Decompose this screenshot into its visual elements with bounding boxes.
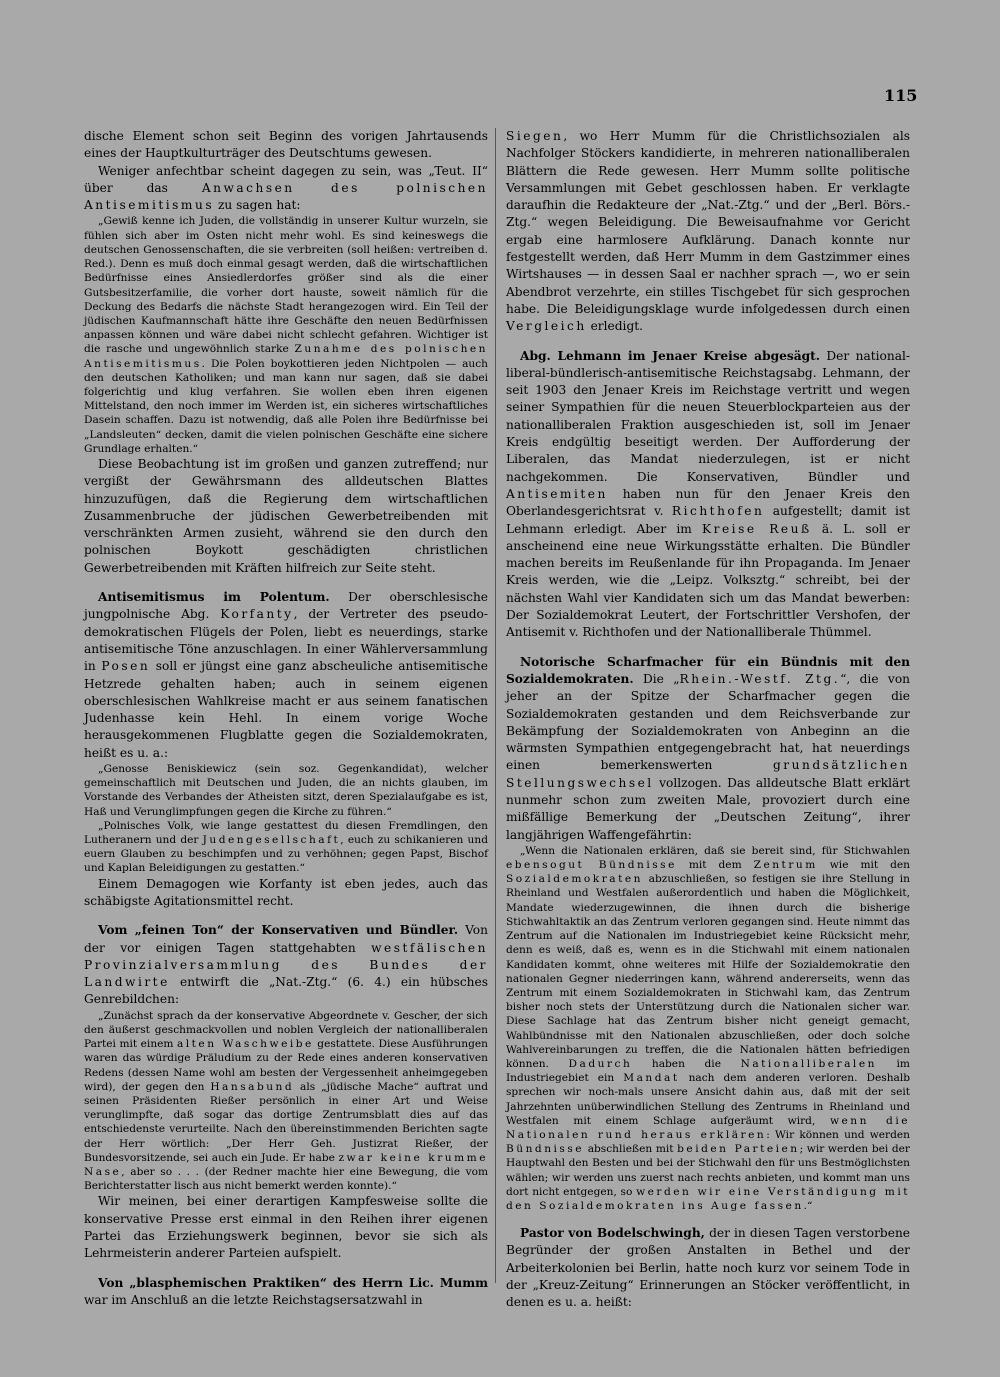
section-heading: Pastor von Bodelschwingh, — [520, 1226, 705, 1241]
quotation: „Wenn die Nationalen erklären, daß sie bereit sind, für Stichwahlen ebensogut Bündnisse mit dem Zentrum wie mit den Sozialdemokraten abzuschließen, so festigen sie ihre Stellung in Rheinland und Westfalen außerordentlich und haben die Möglichkeit, Mandate wiederzugewinnen, die ihnen durch die bisherige Stichwahltaktik an das Zentrum verloren gegangen sind. Heute nimmt das Zentrum auf die Nationalen im Industriegebiet keine Rücksicht mehr, denn es weiß, daß es, wenn es in die Stichwahl mit einem nationalen Kandidaten kommt, ohne weiteres mit Hilfe der Sozialdemokratie den nationalen Gegner niederringen kann, während andererseits, wenn das Zentrum mit einem Sozialdemokraten in Stichwahl kam, das Zentrum bisher noch stets der Unterstützung durch die Nationalen sicher war. Diese Sachlage hat das Zentrum bisher nicht geneigt gemacht, Wahlbündnisse mit den Nationalen abzuschließen, oder doch solche Wahlvereinbarungen zu treffen, die die Nationalen hätten befriedigen können. Dadurch haben die Nationalliberalen im Industriegebiet ein Mandat nach dem anderen verloren. Deshalb sprechen wir noch-mals unsere Ansicht dahin aus, daß mit der seit Jahrzehnten unüberwindlichen Stellung des Zentrums in Rheinland und Westfalen mit einem Schlage aufgeräumt wird, wenn die Nationalen rund heraus erklären: Wir können und werden Bündnisse abschließen mit beiden Parteien; wir werden bei der Hauptwahl den Besten und bei der Stichwahl den für uns Bestmöglichsten wählen; wir werden uns zuerst nach rechts anbieten, und kommt man uns dort nicht entgegen, so werden wir eine Verständigung mit den Sozialdemokraten ins Auge fassen.“ — [506, 844, 910, 1212]
quotation: „Gewiß kenne ich Juden, die vollständig in unserer Kultur wurzeln, sie fühlen sich aber im Osten nicht mehr wohl. Es sind keineswegs die deutschen Genossenschaften, die sie verbreiten (soll heißen: vertreiben d. Red.). Denn es muß doch einmal gesagt werden, daß die wirtschaftlichen Bedürfnisse eines Ansiedlerdorfes größer sind als die einer Gutsbesitzerfamilie, die vorher dort hauste, soweit nämlich für die Deckung des Bedarfs die nächste Stadt herangezogen wird. Ein Teil der jüdischen Kaufmannschaft hätte ihre Geschäfte den neuen Bedürfnissen anpassen können und wäre dabei nicht schlecht gefahren. Wichtiger ist die rasche und ungewöhnlich starke Zunahme des polnischen Antisemitismus. Die Polen boykottieren jeden Nichtpolen — auch den deutschen Katholiken; und man kann nur sagen, daß sie dabei folgerichtig und klug verfahren. Sie wollen eben ihren eigenen Mittelstand, den noch immer im Werden ist, ein sicheres wirtschaftliches Dasein schaffen. Dazu ist notwendig, daß alle Polen ihre Bedürfnisse bei „Landsleuten“ decken, damit die vielen polnischen Geschäfte eine sichere Grundlage erhalten.“ — [84, 215, 488, 455]
paragraph: Einem Demagogen wie Korfanty ist eben jedes, auch das schäbigste Agitationsmittel recht. — [84, 876, 488, 908]
page-number: 115 — [884, 86, 918, 105]
paragraph: Wir meinen, bei einer derartigen Kampfesweise sollte die konservative Presse erst einmal in den Reihen ihrer eigenen Partei das Erziehungswerk beginnen, bevor sie sich als Lehrmeisterin anderer Parteien aufspielt. — [84, 1194, 488, 1261]
paragraph: Siegen, wo Herr Mumm für die Christlichsozialen als Nachfolger Stöckers kandidierte, in mehreren nationalliberalen Blättern die Rede gewesen. Herr Mumm sollte politische Versammlungen mit Gebet geschlossen haben. Er verklagte daraufhin die Redakteure der „Nat.-Ztg.“ und der „Berl. Börs.-Ztg.“ wegen Beleidigung. Die Beweisaufnahme vor Gericht ergab eine harmlosere Aufklärung. Danach konnte nur festgestellt werden, daß Herr Mumm in dem Gastzimmer eines Wirtshauses — in dessen Saal er nachher sprach —, wo er sein Abendbrot verzehrte, ein stilles Tischgebet für sich gesprochen habe. Die Beleidigungsklage wurde infolgedessen durch einen Vergleich erledigt. — [506, 129, 910, 334]
section-abg-lehmann: Abg. Lehmann im Jenaer Kreise abgesägt. Der national-liberal-bündlerisch-antisemitische Reichstagsabg. Lehmann, der seit 1903 den Jenaer Kreis im Reichstage vertritt und wegen seiner Sympathien für die neuen Steuerblockparteien aus der nationalliberalen Fraktion ausgeschieden ist, soll im Jenaer Kreis endgültig beseitigt werden. Der Aufforderung der Liberalen, das Mandat niederzulegen, ist er nicht nachgekommen. Die Konservativen, Bündler und Antisemiten haben nun für den Jenaer Kreis den Oberlandesgerichtsrat v. Richthofen aufgestellt; damit ist Lehmann erledigt. Aber im Kreise Reuß ä. L. soll er anscheinend eine neue Wirkungsstätte erhalten. Die Bündler machen bereits im Reußenlande für ihn Propaganda. Im Jenaer Kreis werden, wie die „Leipz. Volksztg.“ schreibt, bei der nächsten Wahl vier Kandidaten sich um das Mandat bewerben: Der Sozialdemokrat Leutert, der Fortschrittler Vershofen, der Antisemit v. Richthofen und der Nationalliberale Thümmel. — [506, 348, 911, 640]
left-column — [84, 128, 488, 1309]
section-antisemitismus-polentum: Antisemitismus im Polentum. Der oberschlesische jungpolnische Abg. Korfanty, der Vertreter des pseudo-demokratischen Flügels der Polen, liebt es neuerdings, starke antisemitische Töne anzuschlagen. In einer Wählerversammlung in Posen soll er jüngst eine ganz abscheuliche antisemitische Hetzrede gehalten haben; auch in seinem eigenen oberschlesischen Wahlkreise macht er aus seinem fanatischen Judenhasse kein Hehl. In einem vorige Woche herausgekommenen Flugblatte gegen die Sozialdemokraten, heißt es u. a.: — [84, 590, 488, 760]
section-heading: Vom „feinen Ton“ der Konservativen und Bündler. — [98, 923, 459, 938]
quotation: „Genosse Beniskiewicz (sein soz. Gegenkandidat), welcher gemeinschaftlich mit Deutschen und Juden, die an nichts glauben, im Vorstande des Verbandes der Atheisten sitzt, deren Spezialaufgabe es ist, Haß und Verunglimpfungen gegen die Kirche zu führen.“ — [84, 762, 488, 818]
section-heading: Notorische Scharfmacher für ein Bündnis mit den Sozialdemokraten. — [506, 654, 910, 686]
quotation: „Zunächst sprach da der konservative Abgeordnete v. Gescher, der sich den äußerst geschmackvollen und noblen Vergleich der nationalliberalen Partei mit einem alten Waschweibe gestattete. Diese Ausführungen waren das würdige Präludium zu der Rede eines anderen konservativen Redens (dessen Name wohl am besten der Vergessenheit anheimgegeben wird), der gegen den Hansabund als „jüdische Mache“ auftrat und seinen Präsidenten Rießer persönlich in einer Art und Weise verunglimpfte, daß sogar das dortige Zentrumsblatt dies auf das entschiedenste verurteilte. Nach den übereinstimmenden Berichten sagte der Herr wörtlich: „Der Herr Geh. Justizrat Rießer, der Bundesvorsitzende, sei auch ein Jude. Er habe zwar keine krumme Nase, aber so . . . (der Redner machte hier eine Bewegung, die vom Berichterstatter lisch aus nicht bemerkt werden konnte).“ — [84, 1009, 488, 1193]
section-scharfmacher: Notorische Scharfmacher für ein Bündnis mit den Sozialdemokraten. Die „Rhein.-Westf. Ztg.“, die von jeher an der Spitze der Scharfmacher gegen die Sozialdemokraten gestanden und dem Reichsverbande zur Bekämpfung der Sozialdemokraten von Anbeginn an die wärmsten Sympathien entgegengebracht hat, hat neuerdings einen bemerkenswerten grundsätzlichen Stellungswechsel vollzogen. Das alldeutsche Blatt erklärt nunmehr schon zum zweiten Male, provoziert durch eine mißfällige Bemerkung der „Deutschen Zeitung“, ihrer langjährigen Waffengefährtin: — [506, 654, 911, 842]
column-divider — [495, 128, 496, 1283]
quotation: „Polnisches Volk, wie lange gestattest du diesen Fremdlingen, den Lutheranern und der Judengesellschaft, euch zu schikanieren und euern Glauben zu beschimpfen und zu verhöhnen; gegen Papst, Bischof und Kaplan Beleidigungen zu gestatten.“ — [84, 819, 488, 875]
paragraph: Diese Beobachtung ist im großen und ganzen zutreffend; nur vergißt der Gewährsmann des alldeutschen Blattes hinzuzufügen, daß die Regierung dem wirtschaftlichen Zusammenbruche der jüdischen Gewerbetreibenden mit verschränkten Armen zusieht, während sie den durch den polnischen Boykott geschädigten christlichen Gewerbetreibenden mit Kräften hilfreich zur Seite steht. — [84, 456, 488, 575]
section-heading: Von „blasphemischen Praktiken“ des Herrn Lic. Mumm — [98, 1275, 488, 1290]
section-feinen-ton: Vom „feinen Ton“ der Konservativen und Bündler. Von der vor einigen Tagen stattgehabten westfälischen Provinzialversammlung des Bundes der Landwirte entwirft die „Nat.-Ztg.“ (6. 4.) ein hübsches Genrebildchen: — [84, 923, 488, 1007]
section-heading: Antisemitismus im Polentum. — [98, 590, 330, 605]
section-blasphemische-praktiken: Von „blasphemischen Praktiken“ des Herrn Lic. Mumm war im Anschluß an die letzte Reichstagsersatzwahl in — [84, 1275, 488, 1307]
paragraph: Weniger anfechtbar scheint dagegen zu sein, was „Teut. II“ über das Anwachsen des polnischen Antisemitismus zu sagen hat: — [84, 163, 488, 213]
section-heading: Abg. Lehmann im Jenaer Kreise abgesägt. — [520, 348, 821, 363]
section-bodelschwingh: Pastor von Bodelschwingh, der in diesen Tagen verstorbene Begründer der großen Anstalten in Bethel und der Arbeiterkolonien bei Berlin, hatte noch kurz vor seinem Tode in der „Kreuz-Zeitung“ Erinnerungen an Stöcker veröffentlicht, in denen es u. a. heißt: — [506, 1226, 911, 1310]
paragraph: dische Element schon seit Beginn des vorigen Jahrtausends eines der Hauptkulturträger des Deutschtums gewesen. — [84, 129, 488, 161]
right-column — [506, 128, 910, 1312]
